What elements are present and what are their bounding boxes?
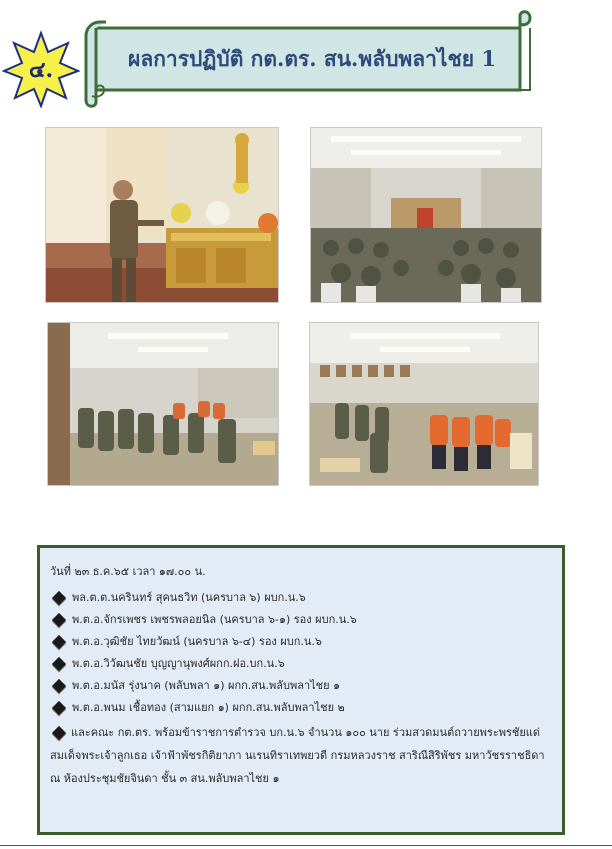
- section-number: ๔.: [28, 56, 54, 83]
- attendee-text: พ.ต.อ.จักรเพชร เพชรพลอยนิล (นครบาล ๖-๑) รอง ผบก.น.๖: [72, 613, 357, 626]
- photo-officer-at-altar: [45, 127, 279, 303]
- page-bottom-rule: [0, 845, 612, 846]
- star-badge: [2, 30, 80, 108]
- diamond-bullet-icon: [52, 701, 66, 715]
- attendee-item: [50, 587, 552, 609]
- attendee-item: [50, 653, 552, 675]
- diamond-bullet-icon: [52, 591, 66, 605]
- diamond-bullet-icon: [52, 679, 66, 693]
- attendee-item: [50, 609, 552, 631]
- photo-seated-officers: [47, 322, 279, 486]
- diamond-bullet-icon: [52, 726, 66, 740]
- closing-paragraph-text: และคณะ กต.ตร. พร้อมข้าราชการตำรวจ บก.น.๖ จำนวน ๑๐๐ นาย ร่วมสวดมนต์ถวายพระพรชัยแด่สมเด็จพระเจ้าลูกเธอ เจ้าฟ้าพัชรกิติยาภา นเรนทิราเทพยวดี กรมหลวงราช สาริณีสิริพัชร มหาวัชรราชธิดา ณ ห้องประชุมชัยจินดา ชั้น ๓ สน.พลับพลาไชย ๑: [50, 726, 545, 785]
- photo-meeting-hall-rear: [310, 127, 542, 303]
- event-details-box: [37, 545, 565, 835]
- attendee-item: [50, 675, 552, 697]
- closing-paragraph: [50, 721, 552, 790]
- attendee-item: [50, 697, 552, 719]
- diamond-bullet-icon: [52, 635, 66, 649]
- page-title: ผลการปฏิบัติ กต.ตร. สน.พลับพลาไชย 1: [128, 45, 496, 71]
- event-date-time: วันที่ ๒๓ ธ.ค.๖๕ เวลา ๑๗.๐๐ น.: [50, 565, 206, 578]
- attendee-text: พ.ต.อ.วุฒิชัย ไทยวัฒน์ (นครบาล ๖-๔) รอง ผบก.น.๖: [72, 635, 322, 648]
- attendee-text: พ.ต.อ.วิวัฒนชัย บุญญานุพงศ์ผกก.ฝอ.บก.น.๖: [72, 657, 285, 670]
- attendee-text: พล.ต.ต.นครินทร์ สุคนธวิท (นครบาล ๖) ผบก.น.๖: [72, 591, 306, 604]
- diamond-bullet-icon: [52, 613, 66, 627]
- attendee-text: พ.ต.อ.มนัส รุ่งนาค (พลับพลา ๑) ผกก.สน.พลับพลาไชย ๑: [72, 679, 341, 692]
- attendee-item: [50, 631, 552, 653]
- photo-orange-shirts: [309, 322, 539, 486]
- diamond-bullet-icon: [52, 657, 66, 671]
- attendee-text: พ.ต.อ.พนม เชื้อทอง (สามแยก ๑) ผกก.สน.พลับพลาไชย ๒: [72, 701, 345, 714]
